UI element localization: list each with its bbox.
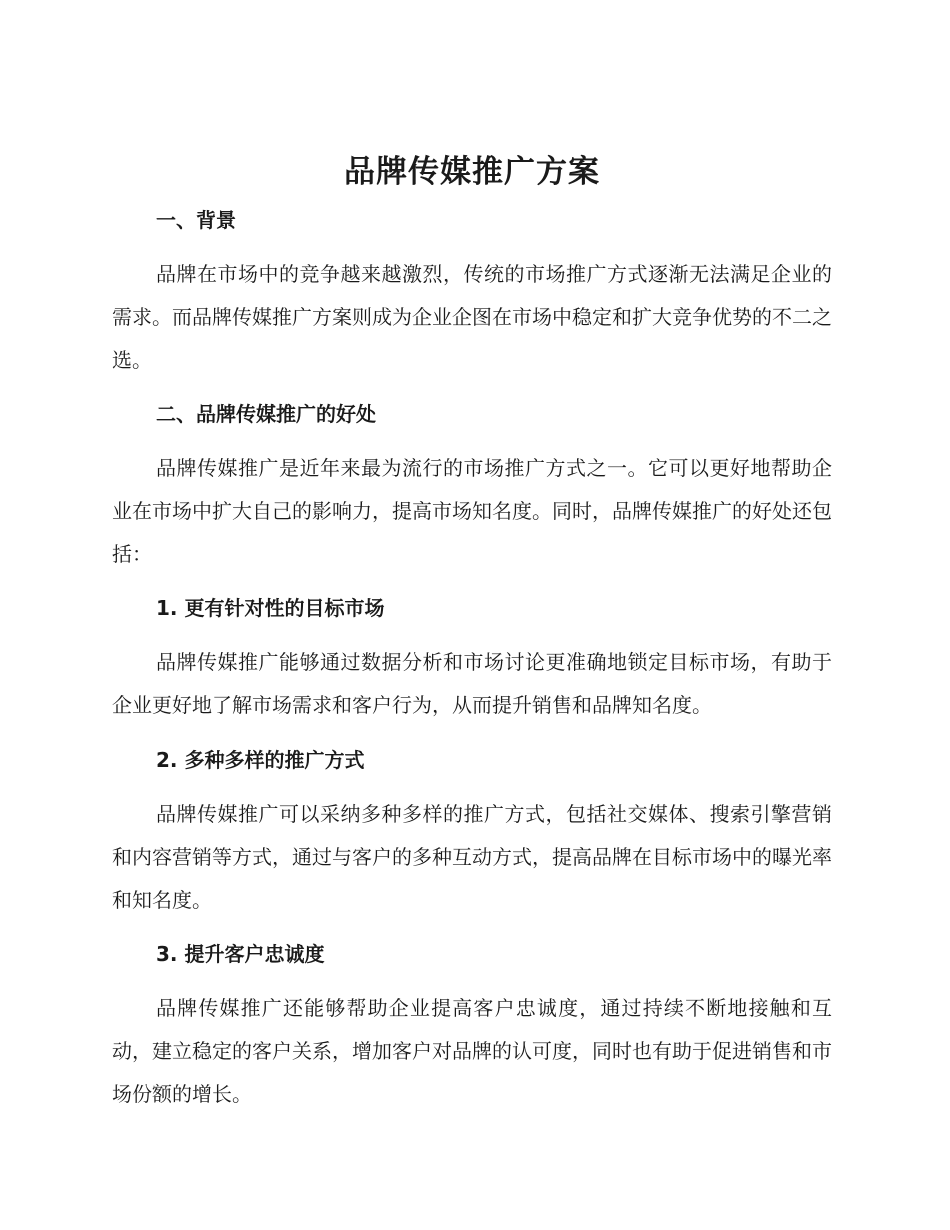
subsection-paragraph-targeted-market: 品牌传媒推广能够通过数据分析和市场讨论更准确地锁定目标市场，有助于企业更好地了解市场需求和客户行为，从而提升销售和品牌知名度。 <box>112 650 832 717</box>
subsection-paragraph-promotion-methods: 品牌传媒推广可以采纳多种多样的推广方式，包括社交媒体、搜索引擎营销和内容营销等方式，通过与客户的多种互动方式，提高品牌在目标市场中的曝光率和知名度。 <box>112 802 832 912</box>
subsection-heading-promotion-methods: 2. 多种多样的推广方式 <box>156 748 365 772</box>
document-title: 品牌传媒推广方案 <box>344 154 600 190</box>
section-heading-benefits: 二、品牌传媒推广的好处 <box>156 402 376 426</box>
section-heading-background: 一、背景 <box>156 208 236 232</box>
subsection-heading-customer-loyalty: 3. 提升客户忠诚度 <box>156 942 325 966</box>
section-paragraph-benefits: 品牌传媒推广是近年来最为流行的市场推广方式之一。它可以更好地帮助企业在市场中扩大自己的影响力，提高市场知名度。同时，品牌传媒推广的好处还包括： <box>112 456 832 566</box>
subsection-heading-targeted-market: 1. 更有针对性的目标市场 <box>156 596 385 620</box>
section-paragraph-background: 品牌在市场中的竞争越来越激烈，传统的市场推广方式逐渐无法满足企业的需求。而品牌传媒推广方案则成为企业企图在市场中稳定和扩大竞争优势的不二之选。 <box>112 262 832 372</box>
subsection-paragraph-customer-loyalty: 品牌传媒推广还能够帮助企业提高客户忠诚度，通过持续不断地接触和互动，建立稳定的客户关系，增加客户对品牌的认可度，同时也有助于促进销售和市场份额的增长。 <box>112 996 832 1106</box>
